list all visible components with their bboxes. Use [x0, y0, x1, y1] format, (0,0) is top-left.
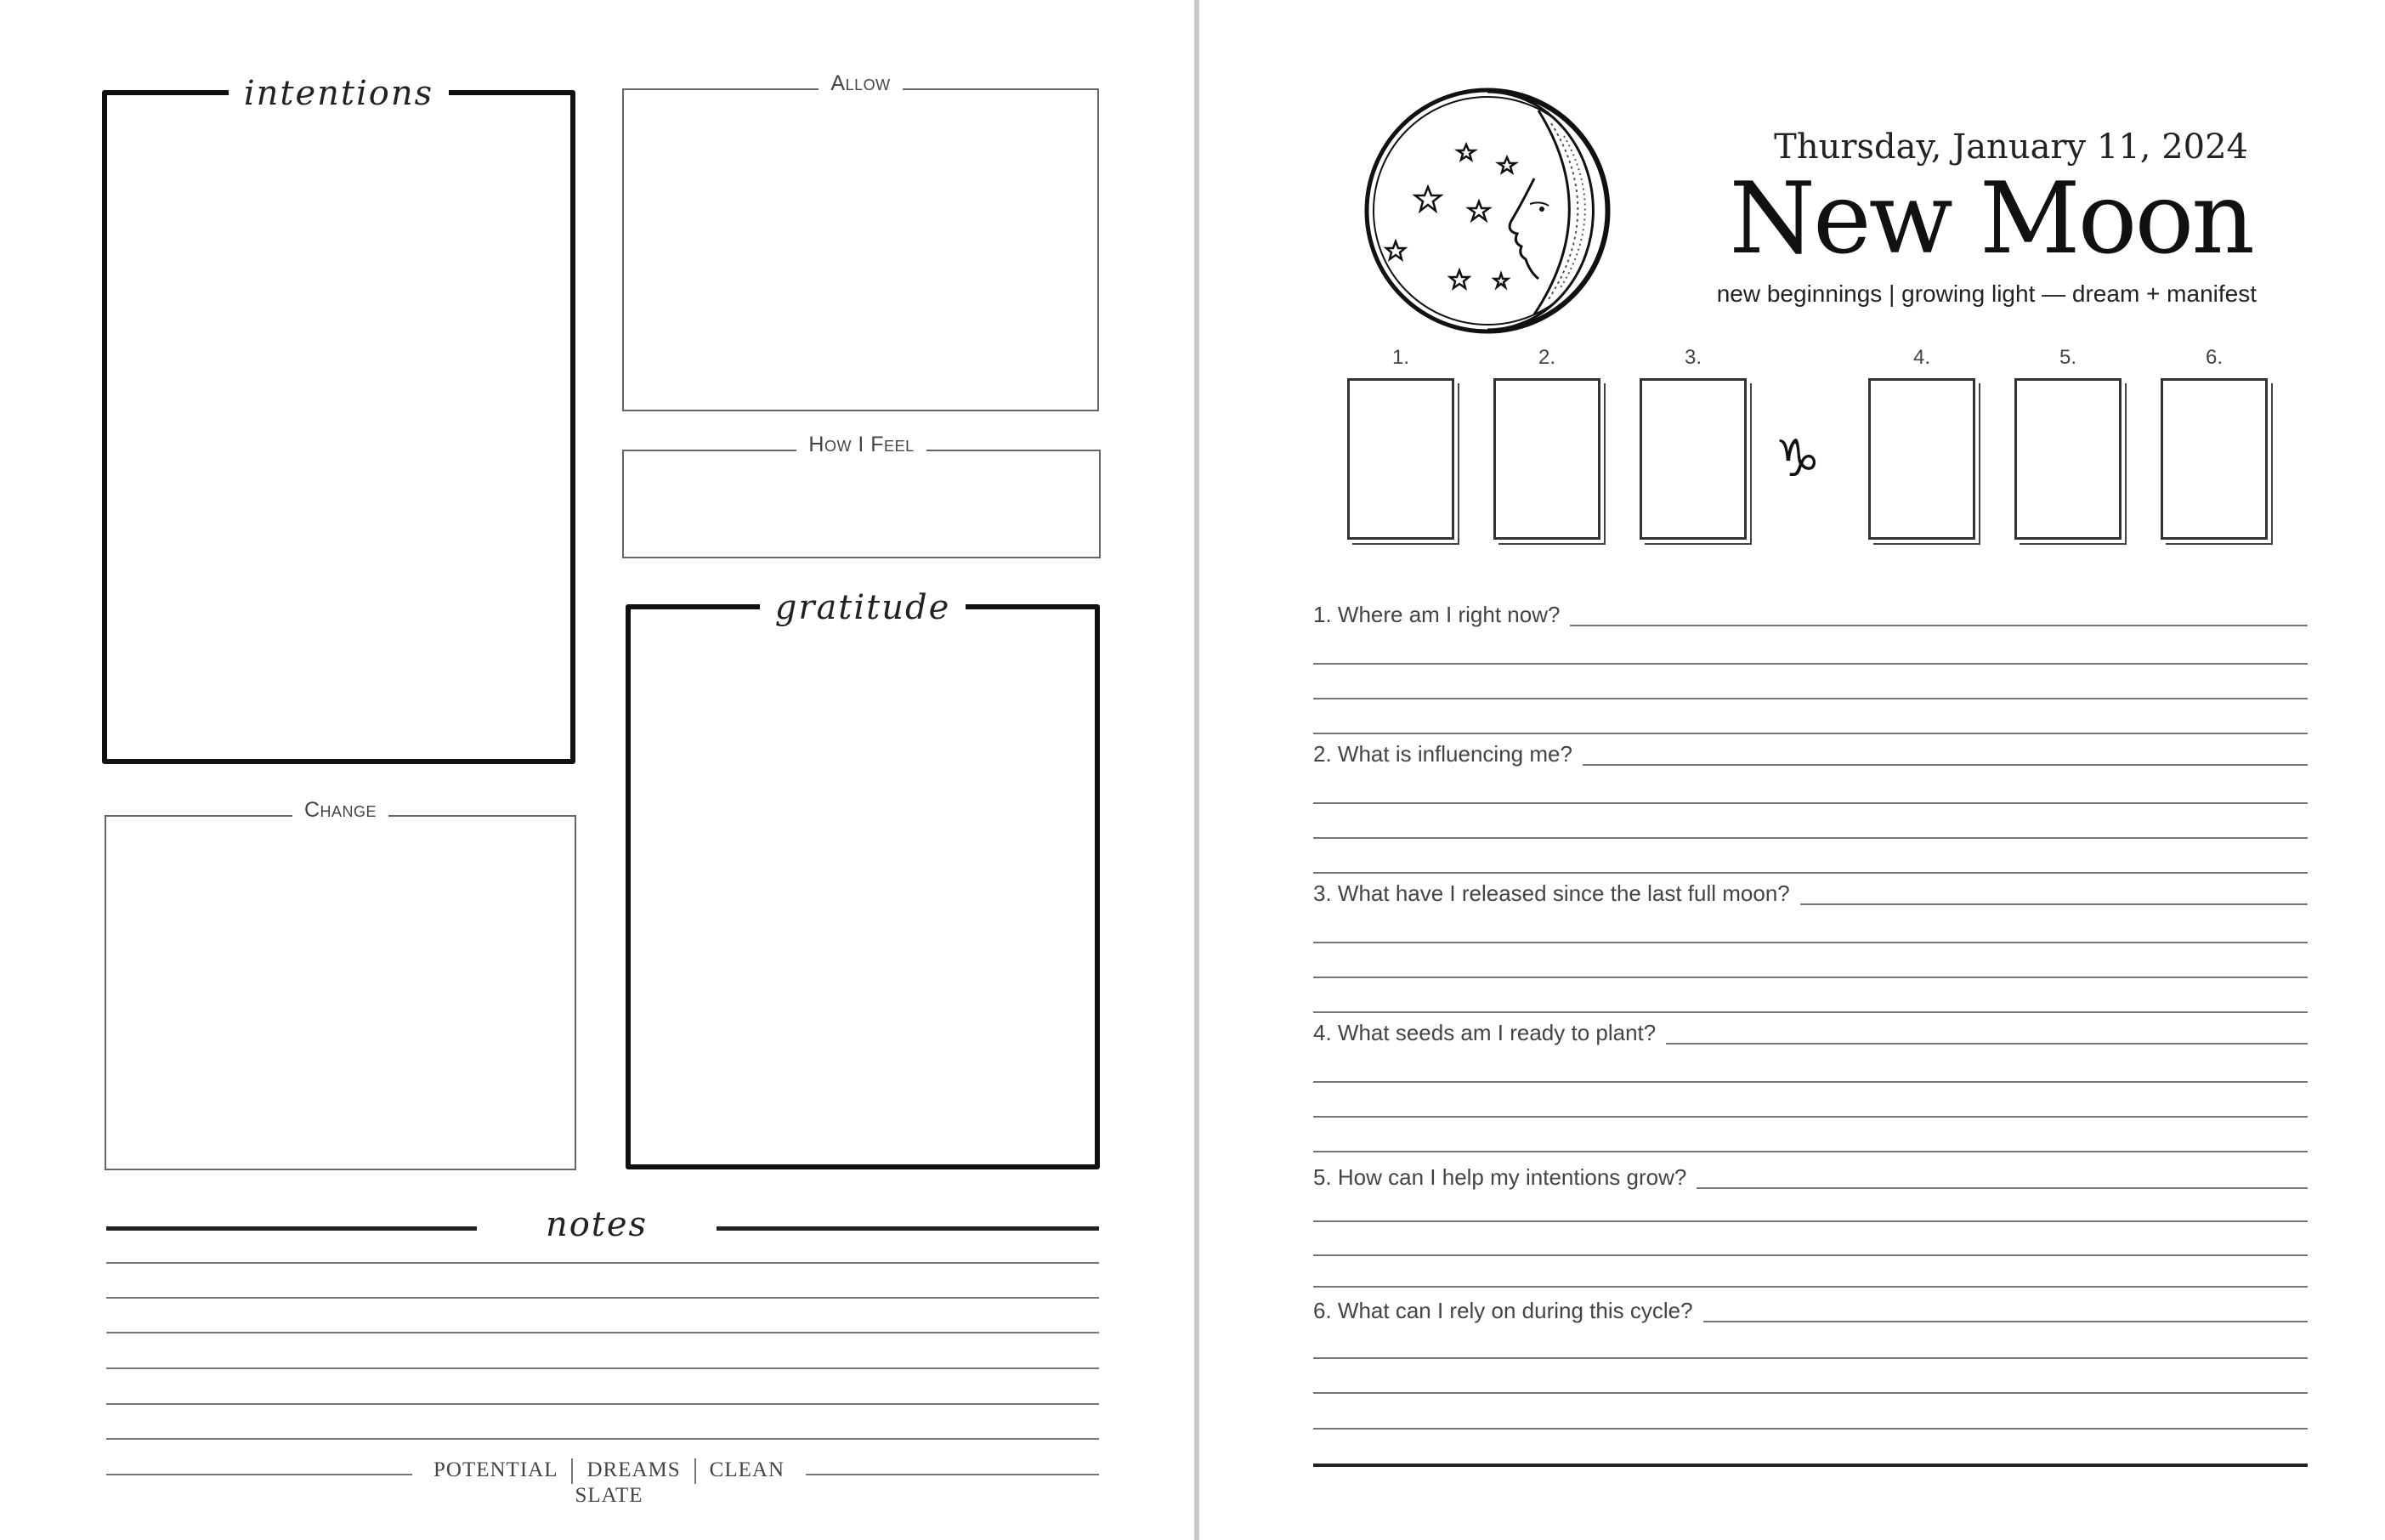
page-bottom-rule	[1313, 1464, 2308, 1467]
answer-line[interactable]	[1313, 1286, 2308, 1288]
question-text: 5. How can I help my intentions grow?	[1313, 1164, 1697, 1191]
card-frame	[1347, 378, 1454, 540]
answer-line[interactable]	[1313, 663, 2308, 665]
gratitude-title: gratitude	[760, 588, 966, 627]
notes-line	[106, 1332, 1099, 1333]
notes-line	[106, 1262, 1099, 1264]
page-spine	[1194, 0, 1199, 1540]
answer-line[interactable]	[1313, 802, 2308, 804]
answer-line[interactable]	[1313, 1428, 2308, 1430]
notes-line	[106, 1297, 1099, 1299]
card-frame	[1493, 378, 1600, 540]
answer-line[interactable]	[1313, 1392, 2308, 1394]
answer-line[interactable]	[1313, 1081, 2308, 1083]
change-title: Change	[292, 798, 388, 822]
allow-box[interactable]	[622, 71, 1099, 411]
card-number: 2.	[1493, 346, 1600, 370]
question-text: 2. What is influencing me?	[1313, 741, 1583, 767]
card-number: 5.	[2014, 346, 2122, 370]
footer-divider	[571, 1458, 573, 1484]
footer-rule-left	[106, 1474, 412, 1475]
how-i-feel-title: How I Feel	[796, 433, 926, 456]
crescent-moon-face-with-stars-icon	[1360, 85, 1615, 340]
card-number: 4.	[1868, 346, 1975, 370]
gratitude-box[interactable]	[626, 588, 1100, 1169]
footer-word: CLEAN SLATE	[575, 1458, 785, 1508]
footer-rule-right	[806, 1474, 1099, 1475]
answer-line[interactable]	[1313, 1357, 2308, 1359]
answer-line[interactable]	[1313, 1116, 2308, 1118]
notes-title-wrap	[477, 1201, 717, 1256]
allow-title: Allow	[819, 71, 902, 95]
moon-phase-tagline: new beginnings | growing light — dream + manifest	[1716, 280, 2257, 307]
card-slot-6[interactable]	[2161, 346, 2268, 540]
answer-line[interactable]	[1313, 1220, 2308, 1222]
question-text: 4. What seeds am I ready to plant?	[1313, 1020, 1666, 1046]
answer-line[interactable]	[1313, 733, 2308, 734]
answer-line[interactable]	[1313, 1011, 2308, 1013]
notes-header-rule-left	[106, 1226, 477, 1231]
notes-line	[106, 1438, 1099, 1440]
answer-line[interactable]	[1313, 698, 2308, 699]
date-heading: Thursday, January 11, 2024	[1774, 127, 2248, 167]
question-row[interactable]	[1313, 1298, 2308, 1328]
card-frame	[2014, 378, 2122, 540]
footer-keywords	[412, 1458, 806, 1508]
card-number: 6.	[2161, 346, 2268, 370]
card-slot-3[interactable]	[1640, 346, 1747, 540]
intentions-title: intentions	[229, 74, 449, 113]
question-row[interactable]	[1313, 1164, 2308, 1195]
gratitude-title-wrap	[631, 584, 1095, 639]
card-slot-5[interactable]	[2014, 346, 2122, 540]
card-number: 1.	[1347, 346, 1454, 370]
question-text: 1. Where am I right now?	[1313, 602, 1570, 628]
moon-phase-title: New Moon	[1729, 161, 2252, 276]
footer-divider	[694, 1458, 696, 1484]
footer-word: POTENTIAL	[433, 1458, 558, 1481]
card-frame	[1640, 378, 1747, 540]
answer-line[interactable]	[1313, 1151, 2308, 1152]
card-slot-4[interactable]	[1868, 346, 1975, 540]
notes-header-rule-right	[717, 1226, 1099, 1231]
intentions-title-wrap	[107, 70, 570, 125]
footer-word: DREAMS	[586, 1458, 681, 1481]
answer-line[interactable]	[1313, 977, 2308, 978]
question-row[interactable]	[1313, 1020, 2308, 1050]
question-text: 3. What have I released since the last full moon?	[1313, 880, 1800, 907]
capricorn-zodiac-icon: ♑	[1775, 429, 1821, 489]
answer-line[interactable]	[1313, 872, 2308, 874]
how-i-feel-title-wrap	[624, 433, 1099, 467]
card-slot-1[interactable]	[1347, 346, 1454, 540]
how-i-feel-box[interactable]	[622, 433, 1101, 558]
card-frame	[2161, 378, 2268, 540]
change-box[interactable]	[105, 798, 576, 1170]
question-row[interactable]	[1313, 602, 2308, 632]
notes-title: notes	[530, 1205, 663, 1244]
allow-title-wrap	[624, 71, 1097, 105]
change-title-wrap	[106, 798, 575, 832]
notes-line	[106, 1403, 1099, 1405]
card-slot-2[interactable]	[1493, 346, 1600, 540]
question-row[interactable]	[1313, 880, 2308, 911]
answer-line[interactable]	[1313, 942, 2308, 943]
answer-line[interactable]	[1313, 837, 2308, 839]
card-number: 3.	[1640, 346, 1747, 370]
notes-line	[106, 1367, 1099, 1369]
answer-line[interactable]	[1313, 1254, 2308, 1256]
question-text: 6. What can I rely on during this cycle?	[1313, 1298, 1703, 1324]
question-row[interactable]	[1313, 741, 2308, 772]
card-frame	[1868, 378, 1975, 540]
intentions-box[interactable]	[102, 74, 575, 764]
